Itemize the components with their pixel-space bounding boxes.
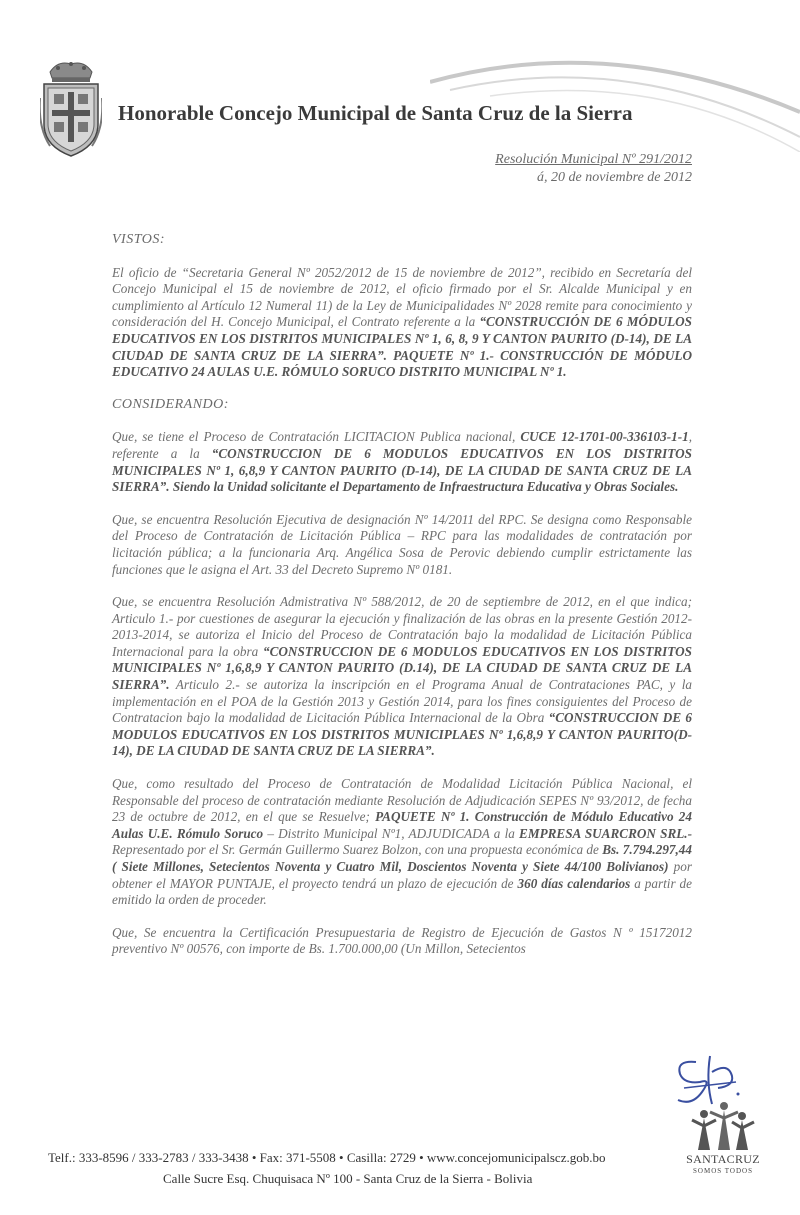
considerando-paragraph-1: [112, 429, 692, 495]
resolution-header: [495, 151, 692, 187]
cuce-code: CUCE 12-1701-00-336103-1-1: [520, 429, 689, 445]
company-name: EMPRESA SUARCRON SRL.-: [519, 825, 692, 841]
text-span: , referente a la: [112, 429, 692, 461]
vistos-contract-title: “CONSTRUCCIÓN DE 6 MÓDULOS EDUCATIVOS EN LOS DISTRITOS MUNICIPALES Nº 1, 6, 8, 9 Y CANTON PAURITO (D-14), DE LA CIUDAD DE SANTA CRUZ DE LA SIERRA”. PAQUETE Nº 1.- CONSTRUCCIÓN DE MÓDULO EDUCATIVO 24 AULAS U.E. RÓMULO SORUCO DISTRITO MUNICIPAL Nº 1.: [112, 314, 692, 380]
document-body: [112, 232, 692, 974]
vistos-text: El oficio de “Secretaria General Nº 2052/2012 de 15 de noviembre de 2012”, recibido en Secretaría del Concejo Municipal el 15 de noviembre de 2012, el oficio firmado por el Sr. Alcalde Municipal y en cumplimiento al Artículo 12 Numeral 11) de la Ley de Municipalidades Nº 2028 remite para conocimiento y consideración del H. Concejo Municipal, el Contrato referente a la: [112, 264, 692, 330]
resolution-date: á, 20 de noviembre de 2012: [537, 170, 692, 185]
text-span: – Distrito Municipal Nº1, ADJUDICADA a la: [263, 825, 520, 841]
resolution-number: Resolución Municipal Nº 291/2012: [495, 152, 692, 167]
footer-contact: Telf.: 333-8596 / 333-2783 / 333-3438 • Fax: 371-5508 • Casilla: 2729 • www.concejomunicipalscz.gob.bo: [48, 1150, 606, 1165]
text-span: Articulo 2.- se autoriza la inscripción en el Programa Anual de Contrataciones PAC, y la implementación en el POA de la Gestión 2013 y Gestión 2014, para los fines consiguientes del Proceso de Contratacion bajo la modalidad de Licitación Pública Internacional de la Obra: [112, 677, 692, 726]
text-span: por obtener el MAYOR PUNTAJE, el proyecto tendrá un plazo de ejecución de: [112, 859, 692, 891]
considerando-paragraph-2: Que, se encuentra Resolución Ejecutiva de designación Nº 14/2011 del RPC. Se designa como Responsable del Proceso de Contratación de Licitación Pública – RPC para las modalidades de contratación por licitación pública; a la funcionaria Arq. Angélica Sosa de Perovic debiendo cumplir estrictamente las funciones que le asigna el Art. 33 del Decreto Supremo Nº 0181.: [112, 511, 692, 577]
section-title-vistos: VISTOS:: [112, 232, 166, 247]
logo-figures: [678, 1100, 768, 1152]
text-span: Que, se tiene el Proceso de Contratación LICITACION Publica nacional,: [112, 429, 521, 445]
santa-cruz-logo-icon: [678, 1100, 768, 1195]
text-span: Que, se encuentra Resolución Admistrativa Nº 588/2012, de 20 de septiembre de 2012, en el que indica; Articulo 1.- por cuestiones de asegurar la ejecución y finalización de las obras en la presente Gestión 2012-2013-2014, se autoriza el Inicio del Proceso de Contratación bajo la modalidad de Licitación Pública Internacional para la obra: [112, 594, 692, 659]
project-title: “CONSTRUCCION DE 6 MODULOS EDUCATIVOS EN LOS DISTRITOS MUNICIPALES Nº 1, 6,8,9 Y CANTON PAURITO (D-14), DE LA CIUDAD DE SANTA CRUZ DE LA SIERRA”. Siendo la Unidad solicitante el Departamento de Infraestructura Educativa y Obras Sociales.: [112, 445, 692, 495]
duration: 360 días calendarios: [517, 875, 631, 891]
logo-name: SANTACRUZ: [686, 1152, 760, 1166]
header-swoosh-decoration: [430, 42, 800, 152]
project-title: “CONSTRUCCION DE 6 MODULOS EDUCATIVOS EN LOS DISTRITOS MUNICIPALES Nº 1,6,8,9 Y CANTON PAURITO (D.14), DE LA CIUDAD DE SANTA CRUZ DE LA SIERRA”.: [112, 643, 692, 693]
package-title: PAQUETE Nº 1. Construcción de Módulo Educativo 24 Aulas U.E. Rómulo Soruco: [112, 809, 692, 841]
considerando-paragraph-4: [112, 776, 692, 909]
coat-of-arms-icon: [40, 58, 102, 158]
text-span: Que, como resultado del Proceso de Contratación de Modalidad Licitación Pública Nacional, el Responsable del proceso de contratación mediante Resolución de Adjudicación SEPES Nº 93/2012, de fecha 23 de octubre de 2012, en el que se Resuelve;: [112, 776, 692, 825]
footer-address: Calle Sucre Esq. Chuquisaca Nº 100 - Santa Cruz de la Sierra - Bolivia: [163, 1171, 533, 1186]
project-title: “CONSTRUCCION DE 6 MODULOS EDUCATIVOS EN LOS DISTRITOS MUNICIPLAES Nº 1,6,8,9 Y CANTON PAURITO(D-14), DE LA CIUDAD DE SANTA CRUZ DE LA SIERRA”.: [112, 710, 692, 759]
text-span: Representado por el Sr. Germán Guillermo Suarez Bolzon, con una propuesta económica de: [112, 842, 603, 858]
considerando-paragraph-3: [112, 594, 692, 760]
considerando-paragraph-5: Que, Se encuentra la Certificación Presupuestaria de Registro de Ejecución de Gastos N º 15172012 preventivo Nº 00576, con importe de Bs. 1.700.000,00 (Un Millon, Setecientos: [112, 924, 692, 957]
organization-title: Honorable Concejo Municipal de Santa Cruz de la Sierra: [118, 101, 633, 125]
amount: Bs. 7.794.297,44 ( Siete Millones, Setecientos Noventa y Cuatro Mil, Doscientos Noventa y Siete 44/100 Bolivianos): [112, 842, 692, 874]
vistos-paragraph: [112, 265, 692, 381]
section-title-considerando: CONSIDERANDO:: [112, 396, 229, 412]
logo-tagline: SOMOS TODOS: [693, 1167, 753, 1175]
text-span: a partir de emitido la orden de proceder.: [112, 875, 692, 908]
